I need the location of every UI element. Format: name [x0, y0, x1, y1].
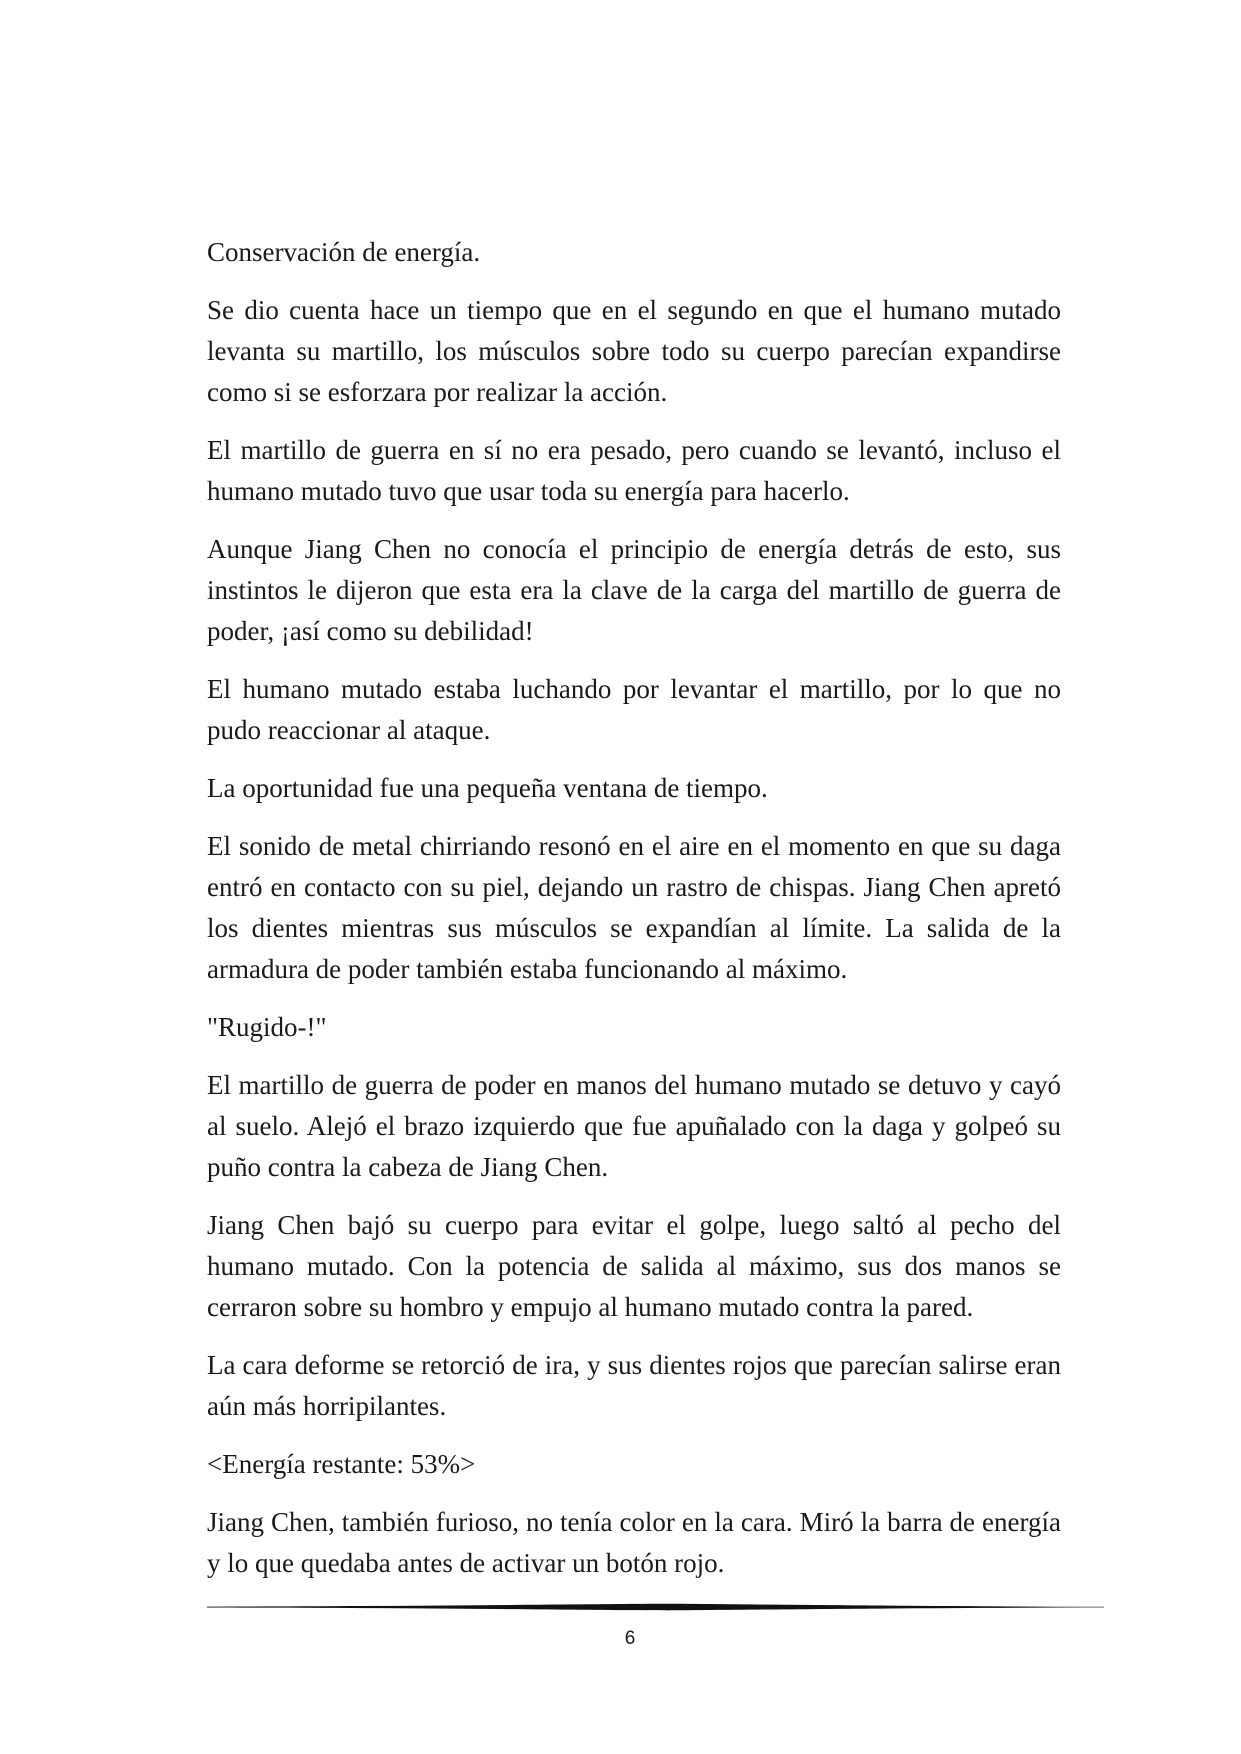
- paragraph: El sonido de metal chirriando resonó en el aire en el momento en que su daga entró en contacto con su piel, dejando un rastro de chispas. Jiang Chen apretó los dientes mientras sus músculos se expandían al límite. La salida de la armadura de poder también estaba funcionando al máximo.: [207, 831, 1061, 984]
- page-number: 6: [624, 1628, 636, 1649]
- paragraph: La cara deforme se retorció de ira, y sus dientes rojos que parecían salirse eran aún más horripilantes.: [207, 1350, 1061, 1421]
- paragraph: "Rugido-!": [207, 1012, 327, 1042]
- paragraph: El martillo de guerra en sí no era pesado, pero cuando se levantó, incluso el humano mutado tuvo que usar toda su energía para hacerlo.: [207, 435, 1061, 506]
- paragraph: Se dio cuenta hace un tiempo que en el segundo en que el humano mutado levanta su martillo, los músculos sobre todo su cuerpo parecían expandirse como si se esforzara por realizar la acción.: [207, 295, 1061, 407]
- paragraph: <Energía restante: 53%>: [207, 1449, 476, 1479]
- footer-divider: [207, 1601, 1104, 1613]
- paragraph: Jiang Chen, también furioso, no tenía color en la cara. Miró la barra de energía y lo que quedaba antes de activar un botón rojo.: [207, 1507, 1061, 1578]
- paragraph: El martillo de guerra de poder en manos del humano mutado se detuvo y cayó al suelo. Alejó el brazo izquierdo que fue apuñalado con la daga y golpeó su puño contra la cabeza de Jiang Chen.: [207, 1070, 1061, 1182]
- paragraph: El humano mutado estaba luchando por levantar el martillo, por lo que no pudo reaccionar al ataque.: [207, 674, 1061, 745]
- paragraph: Conservación de energía.: [207, 237, 481, 267]
- paragraph: Aunque Jiang Chen no conocía el principio de energía detrás de esto, sus instintos le dijeron que esta era la clave de la carga del martillo de guerra de poder, ¡así como su debilidad!: [207, 534, 1061, 646]
- paragraph: Jiang Chen bajó su cuerpo para evitar el golpe, luego saltó al pecho del humano mutado. Con la potencia de salida al máximo, sus dos manos se cerraron sobre su hombro y empujo al humano mutado contra la pared.: [207, 1210, 1061, 1322]
- body-text: [207, 232, 1061, 1601]
- paragraph: La oportunidad fue una pequeña ventana de tiempo.: [207, 773, 768, 803]
